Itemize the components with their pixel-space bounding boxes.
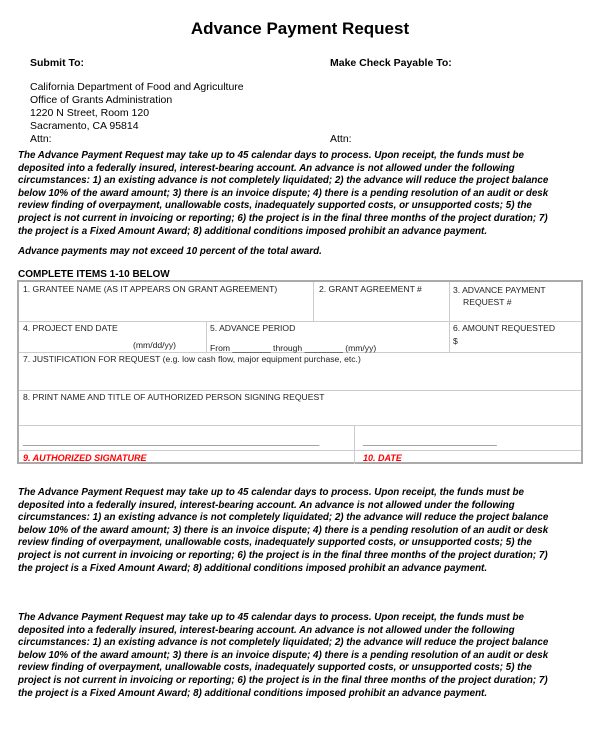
notice-paragraph-2 <box>18 487 548 575</box>
limit-note: Advance payments may not exceed 10 percent of the total award. <box>18 246 322 257</box>
payable-attn: Attn: <box>330 133 352 145</box>
notice-paragraph <box>18 150 548 238</box>
address-line: Office of Grants Administration <box>30 94 173 106</box>
form-heading: COMPLETE ITEMS 1-10 BELOW <box>18 269 170 280</box>
address-line: Sacramento, CA 95814 <box>30 120 139 132</box>
field-project-end-date[interactable] <box>19 321 206 352</box>
currency: $ <box>453 336 458 346</box>
label: 5. ADVANCE PERIOD <box>210 323 296 333</box>
notice-line: below 10% of the award amount; 3) there is an invoice dispute; 4) there is a pending resolution of an audit or desk <box>18 649 549 661</box>
submit-address <box>30 81 244 146</box>
notice-line: below 10% of the award amount; 3) there is an invoice dispute; 4) there is a pending resolution of an audit or desk <box>18 187 549 199</box>
notice-line: the project is a Fixed Amount Award; 8) additional conditions imposed prohibit an advance payment. <box>18 225 488 237</box>
payable-to-label: Make Check Payable To: <box>330 57 452 69</box>
notice-line: review finding of overpayment, unallowable costs, inadequately supported costs, or unsupported costs; 5) the <box>18 662 532 674</box>
notice-line: The Advance Payment Request may take up to 45 calendar days to process. Upon receipt, the funds must be <box>18 612 524 623</box>
field-grantee-name[interactable]: 1. GRANTEE NAME (AS IT APPEARS ON GRANT AGREEMENT) <box>23 284 278 294</box>
date-hint: (mm/dd/yy) <box>133 340 176 350</box>
field-grant-agreement[interactable]: 2. GRANT AGREEMENT # <box>319 284 422 294</box>
notice-line: the project is a Fixed Amount Award; 8) additional conditions imposed prohibit an advance payment. <box>18 562 488 574</box>
signature-line[interactable]: ______________________________________________________________ <box>23 436 320 446</box>
notice-line: deposited into a federally insured, interest-bearing account. An advance is not allowed under the following <box>18 624 515 636</box>
authorized-signature-label: 9. AUTHORIZED SIGNATURE <box>23 453 147 463</box>
field-advance-period[interactable] <box>206 321 380 352</box>
field-advance-request-number[interactable] <box>449 282 550 310</box>
address-line: California Department of Food and Agriculture <box>30 81 244 93</box>
period-hint: From ________ through ________ (mm/yy) <box>210 343 377 353</box>
label: REQUEST # <box>463 297 512 307</box>
submit-to-label: Submit To: <box>30 57 85 69</box>
date-label: 10. DATE <box>363 453 402 463</box>
notice-line: The Advance Payment Request may take up to 45 calendar days to process. Upon receipt, the funds must be <box>18 487 524 498</box>
notice-line: project is not current in invoicing or reporting; 6) the project is in the final three months of the project duration; 7) <box>18 549 548 561</box>
address-line: 1220 N Street, Room 120 <box>30 107 150 119</box>
field-amount-requested[interactable] <box>449 321 559 348</box>
label: 3. ADVANCE PAYMENT <box>453 285 546 295</box>
notice-line: below 10% of the award amount; 3) there is an invoice dispute; 4) there is a pending resolution of an audit or desk <box>18 524 549 536</box>
notice-line: circumstances: 1) an existing advance is not completely liquidated; 2) the advance will reduce the project balance <box>18 175 549 187</box>
attn-line: Attn: <box>30 133 52 145</box>
page-title: Advance Payment Request <box>190 19 410 38</box>
notice-line: The Advance Payment Request may take up to 45 calendar days to process. Upon receipt, the funds must be <box>18 150 524 161</box>
notice-line: deposited into a federally insured, interest-bearing account. An advance is not allowed under the following <box>18 162 515 174</box>
label: 6. AMOUNT REQUESTED <box>453 323 556 333</box>
notice-line: project is not current in invoicing or reporting; 6) the project is in the final three months of the project duration; 7) <box>18 212 548 224</box>
notice-line: review finding of overpayment, unallowable costs, inadequately supported costs, or unsupported costs; 5) the <box>18 200 532 212</box>
field-justification[interactable]: 7. JUSTIFICATION FOR REQUEST (e.g. low cash flow, major equipment purchase, etc.) <box>23 354 361 364</box>
field-print-name-title[interactable]: 8. PRINT NAME AND TITLE OF AUTHORIZED PERSON SIGNING REQUEST <box>23 392 325 402</box>
request-form <box>17 280 583 464</box>
notice-line: the project is a Fixed Amount Award; 8) additional conditions imposed prohibit an advance payment. <box>18 687 488 699</box>
notice-line: deposited into a federally insured, interest-bearing account. An advance is not allowed under the following <box>18 499 515 511</box>
notice-line: project is not current in invoicing or reporting; 6) the project is in the final three months of the project duration; 7) <box>18 674 548 686</box>
notice-line: review finding of overpayment, unallowable costs, inadequately supported costs, or unsupported costs; 5) the <box>18 537 532 549</box>
notice-line: circumstances: 1) an existing advance is not completely liquidated; 2) the advance will reduce the project balance <box>18 512 549 524</box>
label: 4. PROJECT END DATE <box>23 323 118 333</box>
notice-line: circumstances: 1) an existing advance is not completely liquidated; 2) the advance will reduce the project balance <box>18 637 549 649</box>
date-line[interactable]: ____________________________ <box>363 436 497 446</box>
notice-paragraph-3 <box>18 612 548 700</box>
